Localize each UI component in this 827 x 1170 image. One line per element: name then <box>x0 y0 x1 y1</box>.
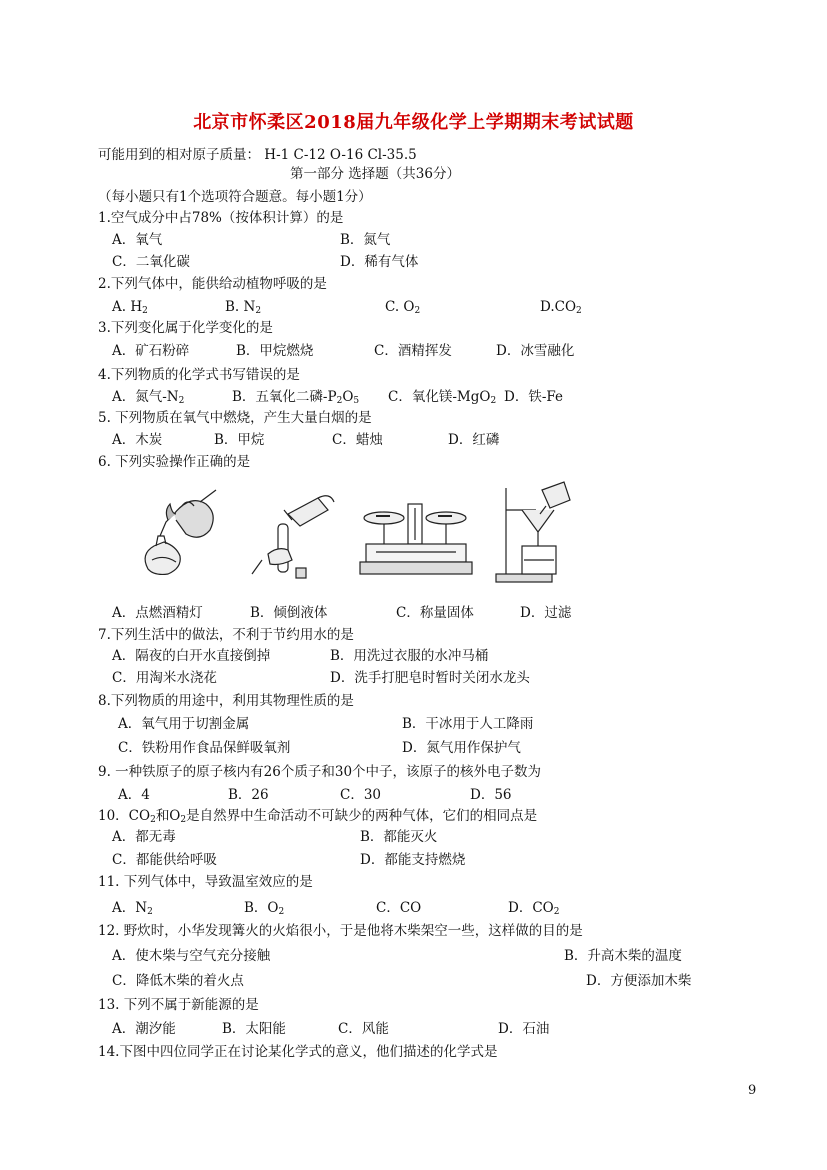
q8-option-c: C．铁粉用作食品保鲜吸氧剂 <box>118 740 291 756</box>
q9-option-c: C．30 <box>340 787 382 803</box>
q7-option-c: C．用淘米水浇花 <box>112 670 217 686</box>
q2-option-b: B. $N_2$ <box>225 299 262 316</box>
q14-stem: 14.下图中四位同学正在讨论某化学式的意义，他们描述的化学式是 <box>98 1044 498 1060</box>
q7-option-d: D．洗手打肥皂时暂时关闭水龙头 <box>330 670 530 686</box>
q4-option-d: D．铁-Fe <box>504 389 564 405</box>
q1-option-d: D．稀有气体 <box>340 254 419 270</box>
q7-stem: 7.下列生活中的做法，不利于节约用水的是 <box>98 627 354 643</box>
page-number: 9 <box>748 1083 757 1098</box>
q10-option-a: A．都无毒 <box>112 829 176 845</box>
q11-option-a: A．$N_2$ <box>112 900 153 917</box>
q3-option-c: C．酒精挥发 <box>374 343 452 359</box>
q6-option-c: C．称量固体 <box>396 605 474 621</box>
filtration-figure <box>492 480 572 584</box>
q4-option-a: A．氮气$-N_2$ <box>112 389 185 406</box>
q1-option-b: B．氮气 <box>340 232 391 248</box>
q3-option-a: A．矿石粉碎 <box>112 343 190 359</box>
q12-option-b: B．升高木柴的温度 <box>564 948 682 964</box>
atomic-mass-line: 可能用到的相对原子质量： H-1 C-12 O-16 Cl-35.5 <box>98 147 417 163</box>
q12-option-a: A．使木柴与空气充分接触 <box>112 948 271 964</box>
part-heading: 第一部分 选择题（共36分） <box>290 166 460 182</box>
q5-option-a: A．木炭 <box>112 432 163 448</box>
q2-option-d: $D.CO_2$ <box>540 299 582 316</box>
q13-stem: 13. 下列不属于新能源的是 <box>98 997 259 1013</box>
q7-option-a: A．隔夜的白开水直接倒掉 <box>112 648 271 664</box>
q9-stem: 9. 一种铁原子的原子核内有26个质子和30个中子，该原子的核外电子数为 <box>98 764 542 780</box>
q12-option-d: D．方便添加木柴 <box>586 973 692 989</box>
q2-option-a: A. $H_2$ <box>112 299 148 316</box>
q5-option-d: D．红磷 <box>448 432 500 448</box>
q4-option-b: B．五氧化二磷$-P_2O_5$ <box>232 389 360 406</box>
q11-option-d: D．$CO_2$ <box>508 900 560 917</box>
q3-option-d: D．冰雪融化 <box>496 343 575 359</box>
q9-option-b: B．26 <box>228 787 269 803</box>
q5-stem: 5. 下列物质在氧气中燃烧，产生大量白烟的是 <box>98 410 372 426</box>
q13-option-c: C．风能 <box>338 1021 389 1037</box>
q13-option-a: A．潮汐能 <box>112 1021 176 1037</box>
q11-option-c: C．CO <box>376 900 422 916</box>
pouring-liquid-figure <box>248 484 343 584</box>
q9-option-d: D．56 <box>470 787 512 803</box>
q2-stem: 2.下列气体中，能供给动植物呼吸的是 <box>98 276 327 292</box>
q13-option-b: B．太阳能 <box>222 1021 286 1037</box>
q6-option-b: B．倾倒液体 <box>250 605 328 621</box>
q13-option-d: D．石油 <box>498 1021 550 1037</box>
q1-option-c: C．二氧化碳 <box>112 254 190 270</box>
q12-stem: 12. 野炊时，小华发现篝火的火焰很小，于是他将木柴架空一些，这样做的目的是 <box>98 923 583 939</box>
alcohol-lamp-figure <box>130 484 225 584</box>
q8-stem: 8.下列物质的用途中，利用其物理性质的是 <box>98 693 354 709</box>
q10-stem: 10．$CO_2$和$O_2$是自然界中生命活动不可缺少的两种气体，它们的相同点是 <box>98 808 538 825</box>
q4-stem: 4.下列物质的化学式书写错误的是 <box>98 367 300 383</box>
balance-figure <box>356 494 476 584</box>
instruction-line: （每小题只有1个选项符合题意。每小题1分） <box>98 189 372 205</box>
q5-option-b: B．甲烷 <box>214 432 265 448</box>
q10-option-c: C．都能供给呼吸 <box>112 852 217 868</box>
q12-option-c: C．降低木柴的着火点 <box>112 973 244 989</box>
q1-stem: 1.空气成分中占78%（按体积计算）的是 <box>98 210 344 226</box>
q11-stem: 11. 下列气体中，导致温室效应的是 <box>98 874 313 890</box>
q8-option-a: A．氧气用于切割金属 <box>118 716 250 732</box>
q9-option-a: A．4 <box>118 787 150 803</box>
q3-option-b: B．甲烷燃烧 <box>236 343 314 359</box>
q8-option-d: D．氮气用作保护气 <box>402 740 521 756</box>
document-title: 北京市怀柔区2018届九年级化学上学期期末考试试题 <box>193 112 634 133</box>
q2-option-c: C. $O_2$ <box>385 299 421 316</box>
q11-option-b: B．$O_2$ <box>244 900 285 917</box>
q7-option-b: B．用洗过衣服的水冲马桶 <box>330 648 489 664</box>
q10-option-d: D．都能支持燃烧 <box>360 852 466 868</box>
q8-option-b: B．干冰用于人工降雨 <box>402 716 534 732</box>
q6-option-d: D．过滤 <box>520 605 572 621</box>
q1-option-a: A．氧气 <box>112 232 163 248</box>
q3-stem: 3.下列变化属于化学变化的是 <box>98 320 273 336</box>
q4-option-c: C．氧化镁-MgO$_2$ <box>388 389 497 406</box>
q6-stem: 6. 下列实验操作正确的是 <box>98 454 251 470</box>
q5-option-c: C．蜡烛 <box>332 432 383 448</box>
q6-option-a: A．点燃酒精灯 <box>112 605 203 621</box>
q10-option-b: B．都能灭火 <box>360 829 438 845</box>
